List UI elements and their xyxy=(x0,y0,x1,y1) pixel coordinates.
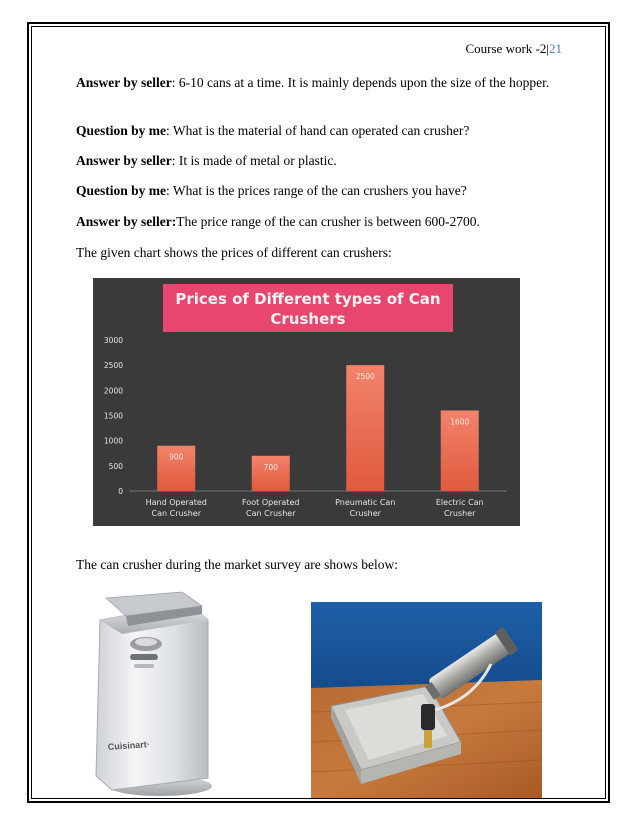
y-tick-label: 3000 xyxy=(103,336,123,345)
y-tick-label: 1500 xyxy=(103,411,123,421)
y-tick-label: 2000 xyxy=(103,386,123,396)
paragraph-question-1 xyxy=(76,121,564,141)
answer-text: : It is made of metal or plastic. xyxy=(171,153,337,168)
price-chart-svg xyxy=(93,278,520,526)
y-tick-label: 1000 xyxy=(103,436,123,446)
chart-title-line-2: Crushers xyxy=(270,310,346,328)
bar-data-label: 700 xyxy=(263,462,278,472)
page-header xyxy=(466,41,563,57)
y-tick-label: 2500 xyxy=(103,361,123,371)
x-category-label: Foot Operated xyxy=(242,498,300,507)
question-label: Question by me xyxy=(76,183,167,198)
x-category-label: Hand Operated xyxy=(145,498,207,507)
question-text: : What is the material of hand can operated can crusher? xyxy=(166,123,470,138)
bar-data-label: 900 xyxy=(169,452,184,462)
page-number: 21 xyxy=(549,41,562,56)
answer-text: : 6-10 cans at a time. It is mainly depends upon the size of the hopper. xyxy=(171,75,550,90)
question-text: : What is the prices range of the can crushers you have? xyxy=(166,183,467,198)
answer-label: Answer by seller: xyxy=(76,214,177,229)
paragraph-answer-3 xyxy=(76,212,564,232)
y-tick-label: 500 xyxy=(108,461,123,471)
paragraph-question-2 xyxy=(76,181,564,201)
x-category-label: Crusher xyxy=(444,509,476,518)
svg-text:Cuisinart·: Cuisinart· xyxy=(107,739,151,752)
x-category-label: Can Crusher xyxy=(151,509,201,518)
question-label: Question by me xyxy=(76,123,167,138)
bar xyxy=(346,365,384,491)
bar-data-label: 1600 xyxy=(450,417,470,427)
paragraph-answer-2 xyxy=(76,151,564,171)
answer-label: Answer by seller xyxy=(76,75,172,90)
x-category-label: Electric Can xyxy=(435,498,484,507)
header-title: Course work -2 xyxy=(465,41,547,56)
answer-label: Answer by seller xyxy=(76,153,172,168)
chart-intro-text: The given chart shows the prices of different can crushers: xyxy=(76,245,392,260)
cuisinart-can-crusher-photo xyxy=(82,590,222,800)
header-separator: | xyxy=(546,41,549,56)
y-tick-label: 0 xyxy=(118,487,123,496)
price-chart xyxy=(93,278,520,526)
answer-text: The price range of the can crusher is between 600-2700. xyxy=(176,214,480,229)
x-category-label: Pneumatic Can xyxy=(335,498,396,507)
x-category-label: Crusher xyxy=(349,509,381,518)
x-category-label: Can Crusher xyxy=(246,509,296,518)
bar xyxy=(252,456,290,491)
pneumatic-can-crusher-photo xyxy=(311,602,542,798)
chart-title-line-1: Prices of Different types of Can xyxy=(175,290,441,308)
paragraph-answer-1 xyxy=(76,73,564,93)
survey-intro-text: The can crusher during the market survey are shows below: xyxy=(76,557,399,572)
bar-data-label: 2500 xyxy=(355,372,375,382)
